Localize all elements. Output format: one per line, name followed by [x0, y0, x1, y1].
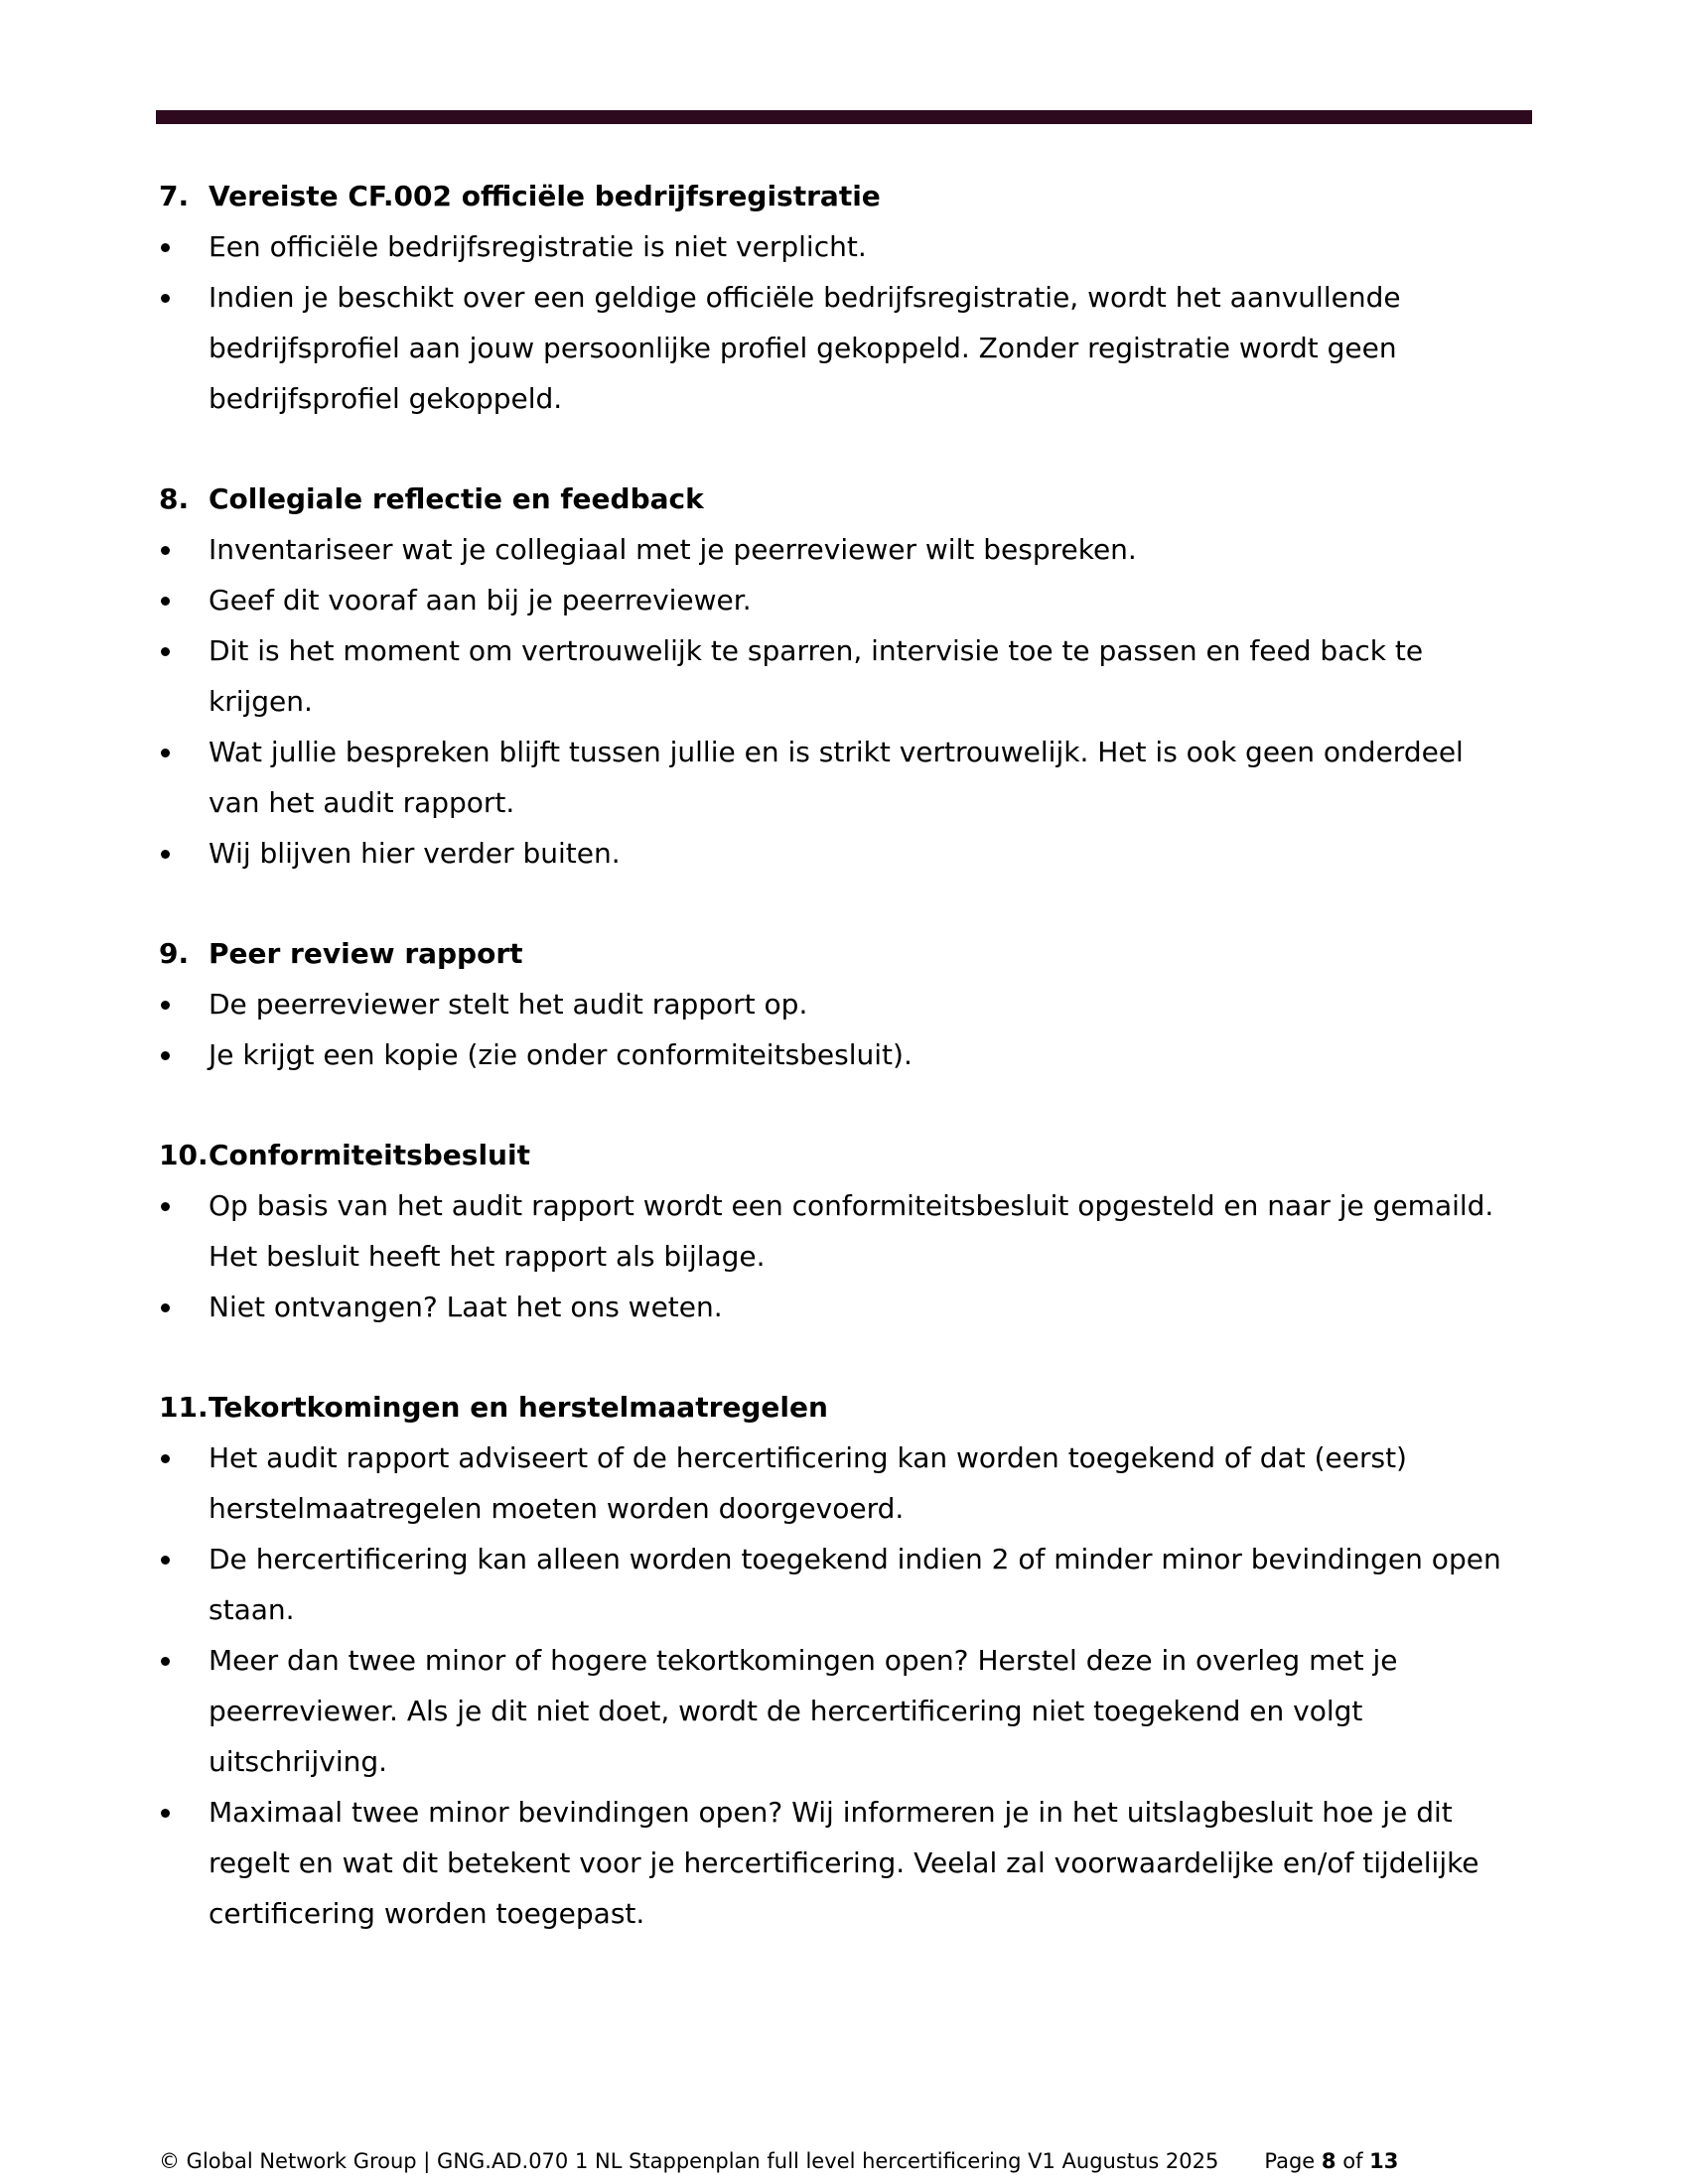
page-total: 13 — [1369, 2149, 1399, 2173]
list-item — [159, 625, 1509, 727]
list-item — [159, 979, 1509, 1029]
bullet-list — [159, 979, 1509, 1080]
header-rule — [156, 110, 1532, 124]
list-item-text: Indien je beschikt over een geldige officiële bedrijfsregistratie, wordt het aanvullende bedrijfsprofiel aan jouw persoonlijke profiel gekoppeld. Zonder registratie wordt geen bedrijfsprofiel gekoppeld. — [209, 281, 1401, 415]
page-footer — [159, 2147, 1549, 2175]
page-label: Page — [1264, 2149, 1316, 2173]
section-9 — [159, 928, 1509, 1080]
list-item-text: De hercertificering kan alleen worden toegekend indien 2 of minder minor bevindingen open staan. — [209, 1543, 1501, 1626]
section-title: Conformiteitsbesluit — [209, 1139, 530, 1171]
section-title: Peer review rapport — [209, 937, 523, 970]
section-title: Tekortkomingen en herstelmaatregelen — [209, 1391, 828, 1424]
list-item — [159, 524, 1509, 575]
footer-copyright: © Global Network Group | GNG.AD.070 1 NL Stappenplan full level hercertificering V1 Augustus 2025 — [159, 2149, 1219, 2173]
bullet-icon — [159, 727, 209, 828]
bullet-icon — [159, 979, 209, 1029]
bullet-icon — [159, 1534, 209, 1635]
list-item-text: Niet ontvangen? Laat het ons weten. — [209, 1291, 723, 1323]
section-heading — [159, 171, 1509, 221]
list-item — [159, 221, 1509, 272]
bullet-icon — [159, 828, 209, 879]
section-number: 7. — [159, 180, 190, 212]
list-item — [159, 1534, 1509, 1635]
list-item-text: Een officiële bedrijfsregistratie is niet verplicht. — [209, 230, 867, 263]
list-item — [159, 828, 1509, 879]
section-7 — [159, 171, 1509, 424]
section-10 — [159, 1130, 1509, 1332]
bullet-icon — [159, 1433, 209, 1534]
list-item — [159, 727, 1509, 828]
bullet-list — [159, 221, 1509, 424]
list-item-text: Op basis van het audit rapport wordt een conformiteitsbesluit opgesteld en naar je gemaild. Het besluit heeft het rapport als bijlage. — [209, 1189, 1494, 1273]
page-number — [1264, 2149, 1398, 2173]
section-11 — [159, 1382, 1509, 1939]
section-heading — [159, 928, 1509, 979]
bullet-icon — [159, 1029, 209, 1080]
section-title: Vereiste CF.002 officiële bedrijfsregistratie — [209, 180, 881, 212]
document-body — [159, 171, 1509, 1988]
list-item-text: Wij blijven hier verder buiten. — [209, 837, 621, 870]
list-item — [159, 1635, 1509, 1787]
section-8 — [159, 474, 1509, 879]
section-number: 8. — [159, 482, 190, 515]
list-item-text: Meer dan twee minor of hogere tekortkomingen open? Herstel deze in overleg met je peerreviewer. Als je dit niet doet, wordt de hercertificering niet toegekend en volgt uitschrijving. — [209, 1644, 1398, 1778]
list-item-text: Je krijgt een kopie (zie onder conformiteitsbesluit). — [209, 1038, 913, 1071]
bullet-icon — [159, 272, 209, 424]
list-item — [159, 1180, 1509, 1282]
section-number: 11. — [159, 1391, 209, 1424]
bullet-icon — [159, 625, 209, 727]
list-item — [159, 1282, 1509, 1332]
section-heading — [159, 1382, 1509, 1433]
bullet-icon — [159, 1282, 209, 1332]
bullet-list — [159, 1433, 1509, 1939]
section-heading — [159, 1130, 1509, 1180]
list-item — [159, 272, 1509, 424]
list-item — [159, 1029, 1509, 1080]
page-of: of — [1342, 2149, 1363, 2173]
section-number: 10. — [159, 1139, 209, 1171]
section-title: Collegiale reflectie en feedback — [209, 482, 704, 515]
list-item — [159, 1433, 1509, 1534]
list-item-text: De peerreviewer stelt het audit rapport op. — [209, 988, 808, 1021]
bullet-icon — [159, 221, 209, 272]
list-item-text: Inventariseer wat je collegiaal met je peerreviewer wilt bespreken. — [209, 533, 1137, 566]
list-item — [159, 575, 1509, 625]
bullet-icon — [159, 524, 209, 575]
bullet-icon — [159, 575, 209, 625]
bullet-icon — [159, 1635, 209, 1787]
page-current: 8 — [1321, 2149, 1336, 2173]
section-number: 9. — [159, 937, 190, 970]
bullet-list — [159, 524, 1509, 879]
bullet-icon — [159, 1787, 209, 1939]
bullet-icon — [159, 1180, 209, 1282]
list-item-text: Geef dit vooraf aan bij je peerreviewer. — [209, 584, 752, 616]
list-item-text: Dit is het moment om vertrouwelijk te sparren, intervisie toe te passen en feed back te krijgen. — [209, 634, 1424, 718]
list-item — [159, 1787, 1509, 1939]
list-item-text: Het audit rapport adviseert of de hercertificering kan worden toegekend of dat (eerst) herstelmaatregelen moeten worden doorgevoerd. — [209, 1441, 1407, 1525]
list-item-text: Wat jullie bespreken blijft tussen jullie en is strikt vertrouwelijk. Het is ook geen onderdeel van het audit rapport. — [209, 736, 1464, 819]
section-heading — [159, 474, 1509, 524]
list-item-text: Maximaal twee minor bevindingen open? Wij informeren je in het uitslagbesluit hoe je dit regelt en wat dit betekent voor je hercertificering. Veelal zal voorwaardelijke en/of tijdelijke certificering worden toegepast. — [209, 1796, 1479, 1930]
bullet-list — [159, 1180, 1509, 1332]
